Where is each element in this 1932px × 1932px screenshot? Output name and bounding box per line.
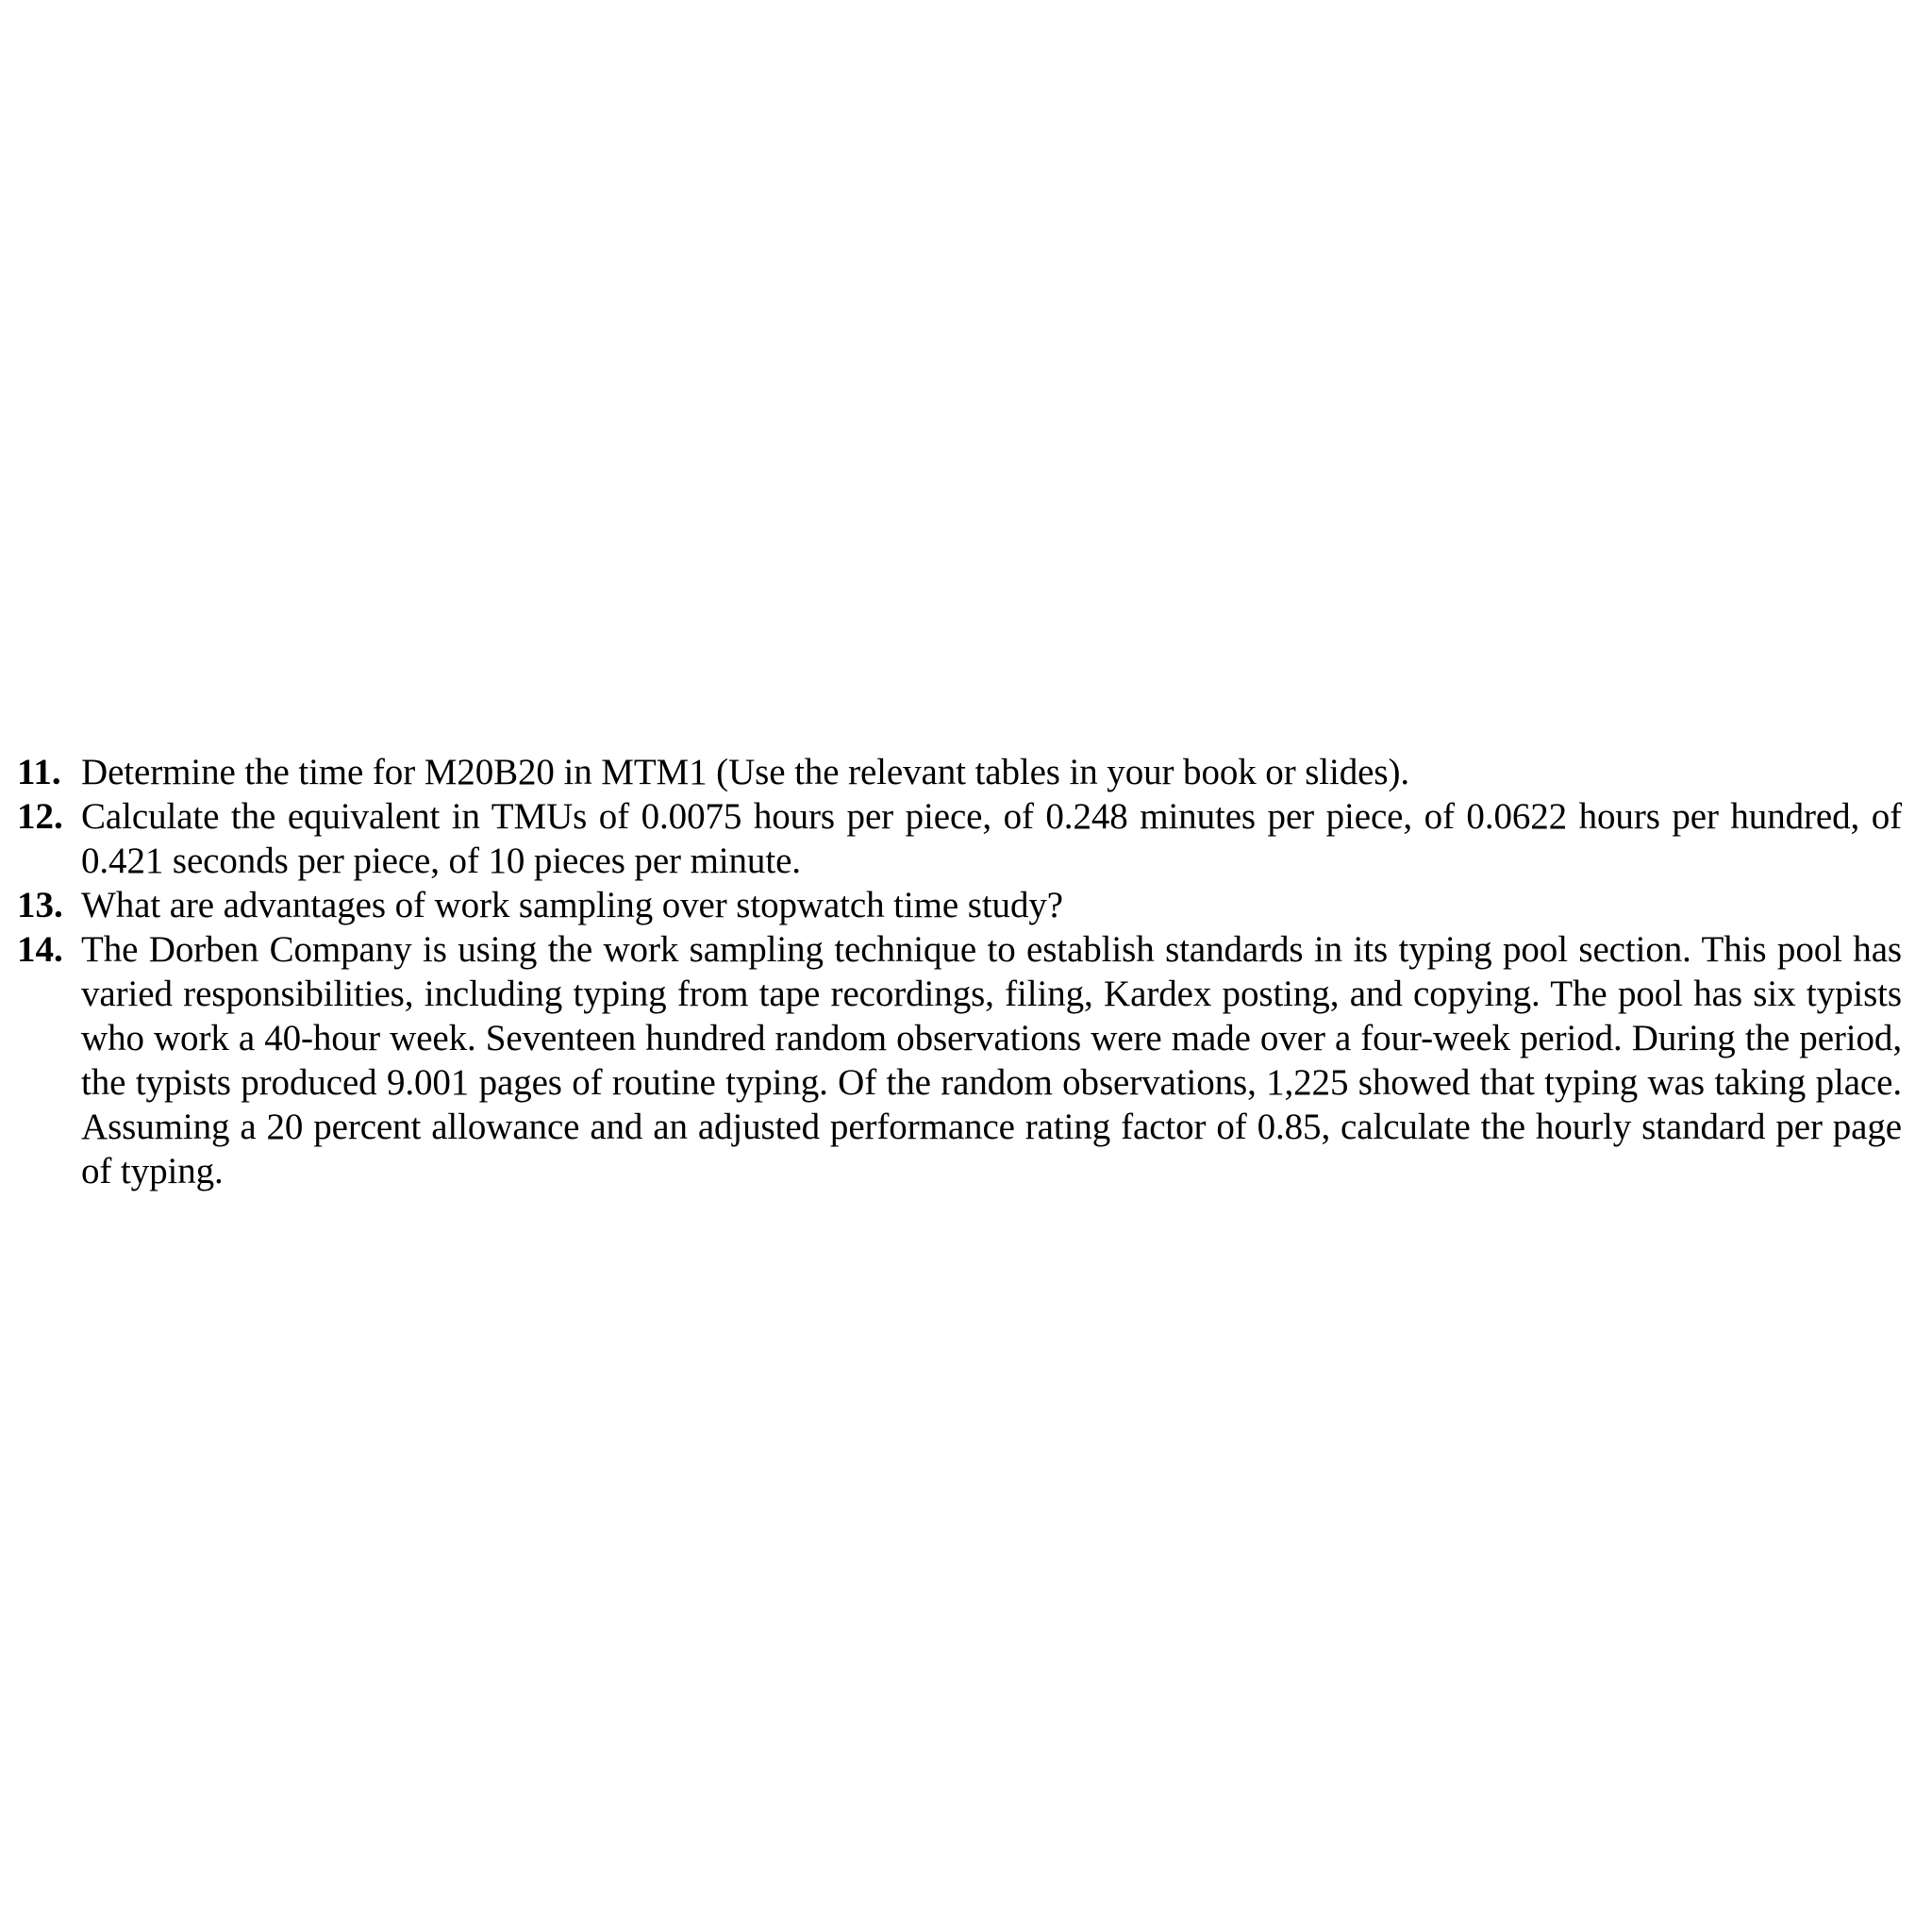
question-text: The Dorben Company is using the work sampling technique to establish standards in its typing pool section. This pool has varied responsibilities, including typing from tape recordings, filing, Kardex posting, and copying. The pool has six typists who work a 40-hour week. Seventeen hundred random observations were made over a four-week period. During the period, the typists produced 9.001 pages of routine typing. Of the random observations, 1,225 showed that typing was taking place. Assuming a 20 percent allowance and an adjusted performance rating factor of 0.85, calculate the hourly standard per page of typing. <box>81 929 1902 1191</box>
question-11 <box>17 750 1902 794</box>
question-number: 14. <box>17 929 63 970</box>
question-number: 12. <box>17 796 63 837</box>
question-14 <box>17 927 1902 1193</box>
question-text: What are advantages of work sampling over stopwatch time study? <box>81 885 1063 925</box>
question-number: 13. <box>17 885 63 925</box>
question-12 <box>17 794 1902 883</box>
question-number: 11. <box>17 752 61 792</box>
question-text: Calculate the equivalent in TMUs of 0.0075 hours per piece, of 0.248 minutes per piece, of 0.0622 hours per hundred, of 0.421 seconds per piece, of 10 pieces per minute. <box>81 796 1902 881</box>
question-13 <box>17 883 1902 927</box>
question-text: Determine the time for M20B20 in MTM1 (Use the relevant tables in your book or slides). <box>81 752 1410 792</box>
question-list <box>17 750 1902 1193</box>
